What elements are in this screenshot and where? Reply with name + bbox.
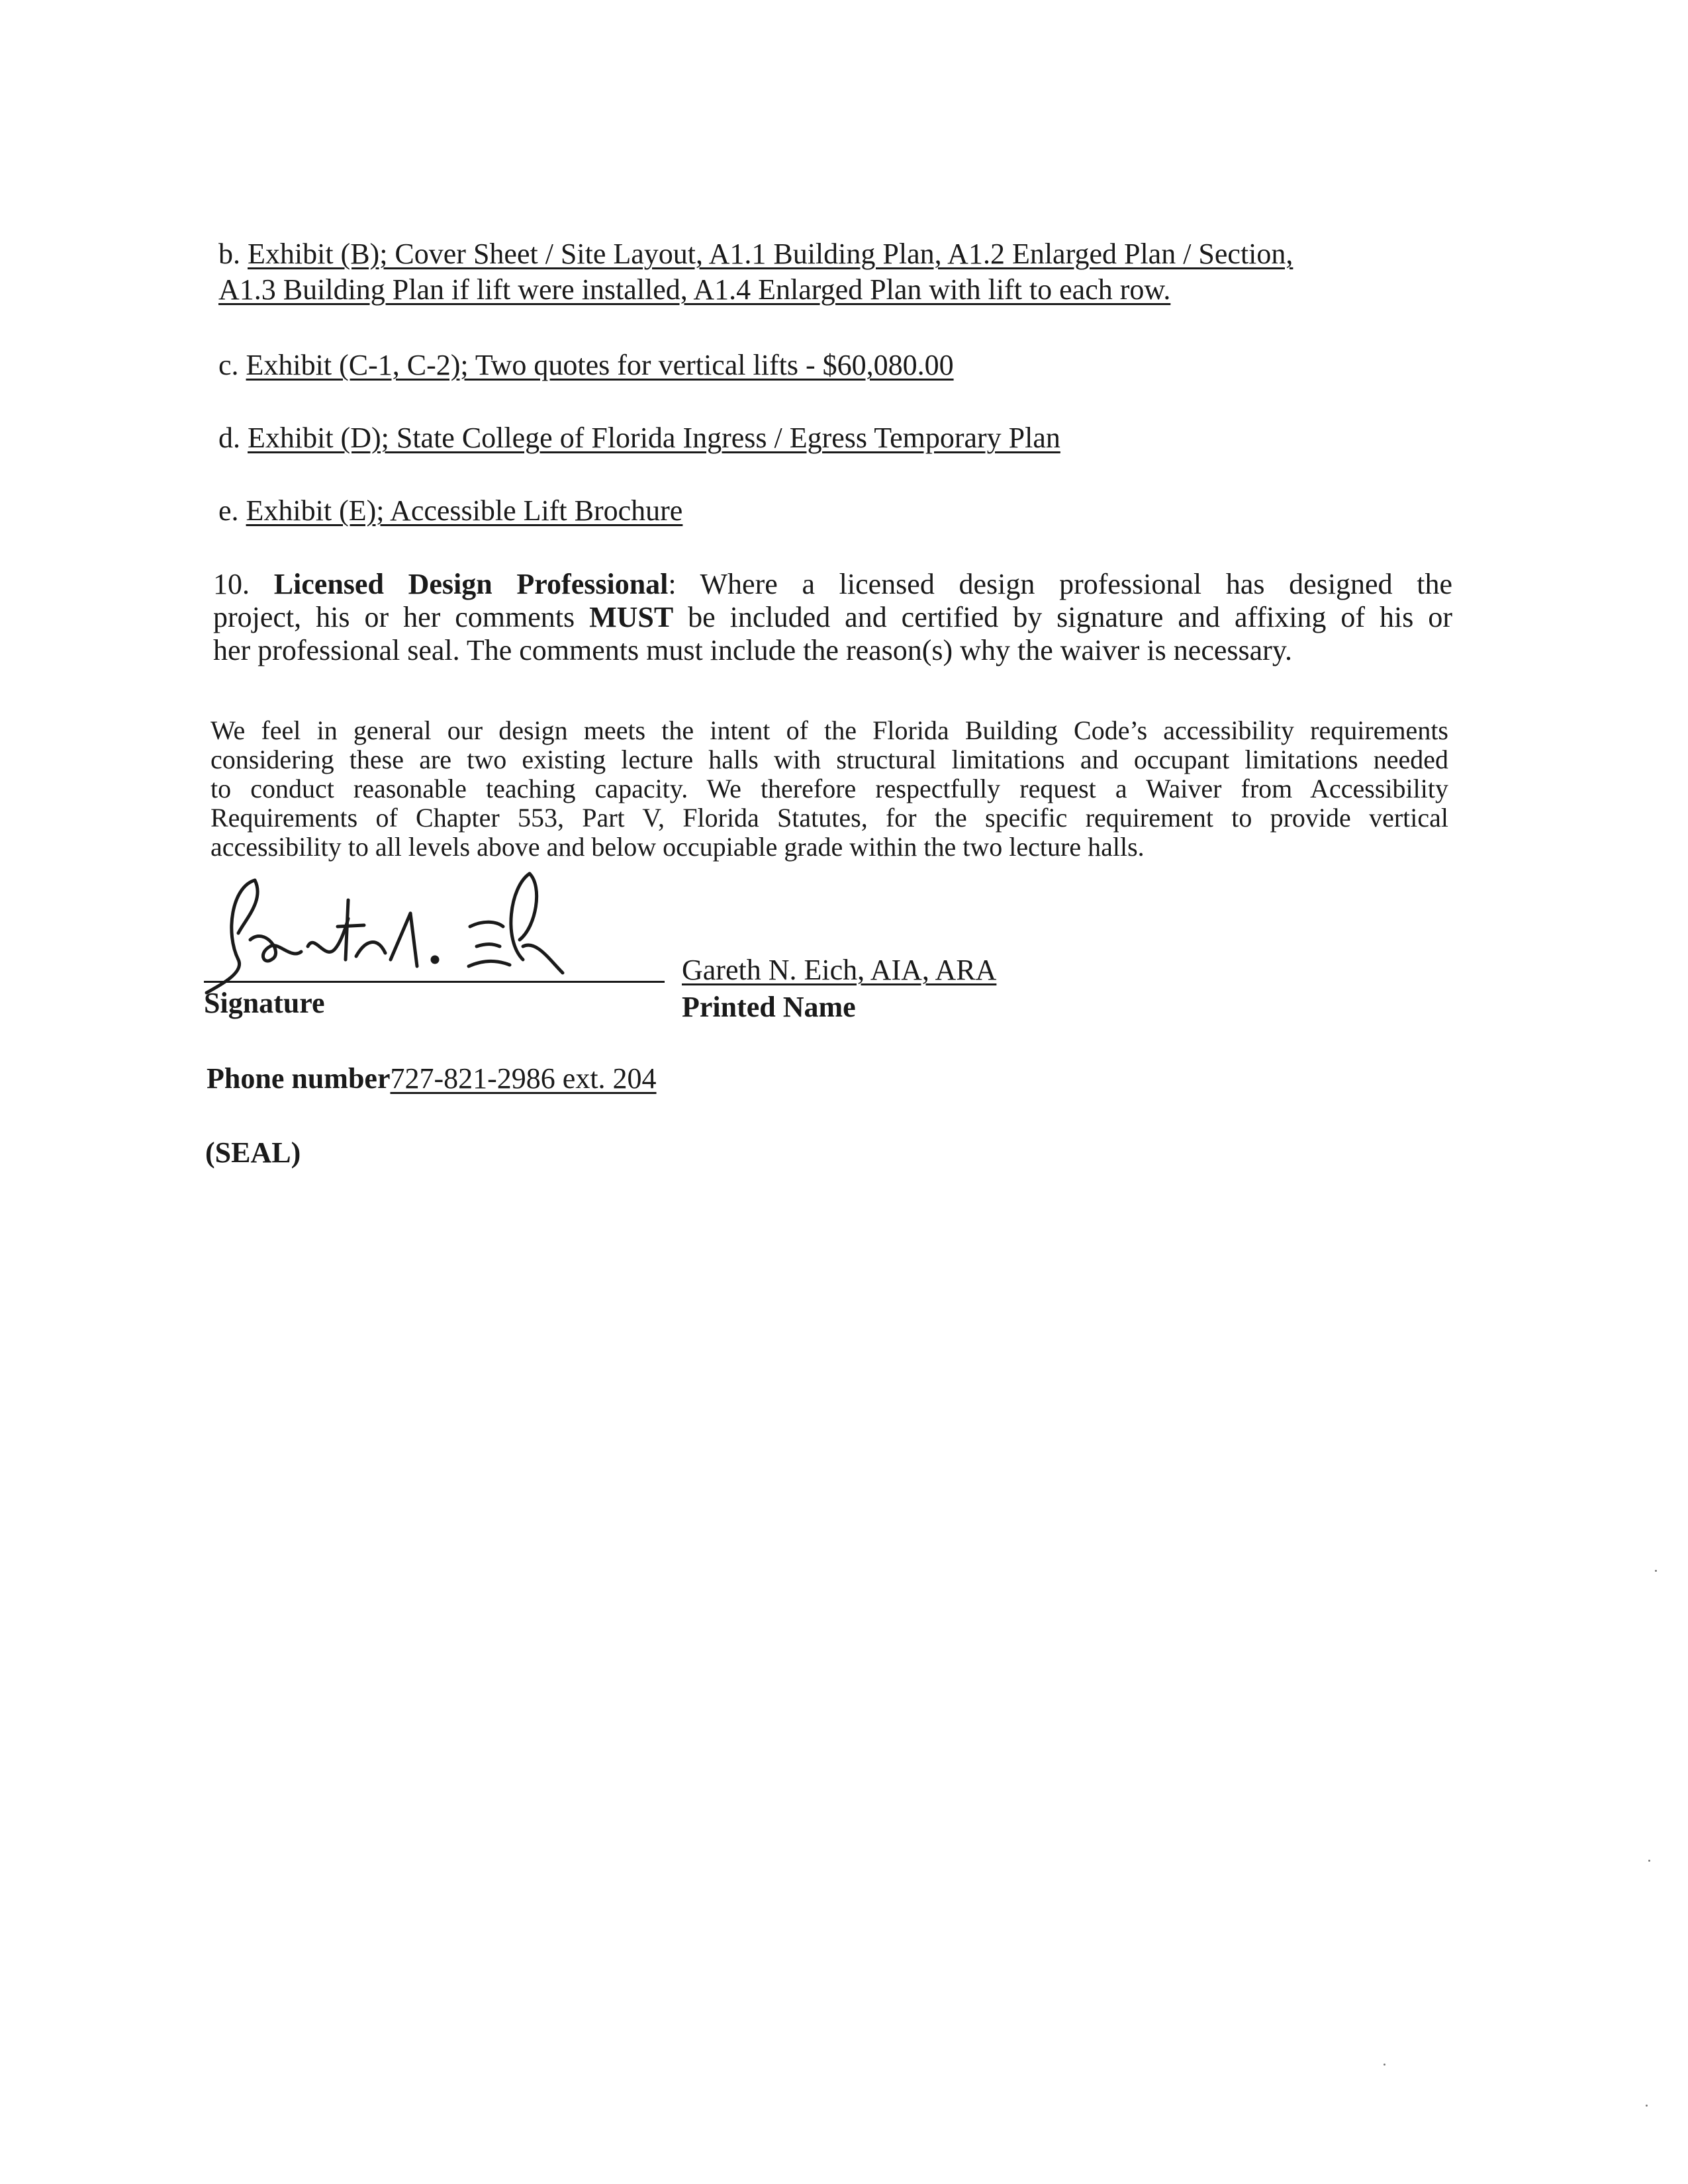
section-10-row-2-end: be included and certified by signature and affixing of his or [673,601,1452,633]
exhibit-b-letter: b. [218,238,240,270]
comments-row-3: to conduct reasonable teaching capacity. We therefore respectfully request a Waiver from Accessibility [211,774,1448,803]
exhibit-d-item [218,421,1060,455]
exhibit-d-text: Exhibit (D); State College of Florida Ingress / Egress Temporary Plan [248,422,1060,454]
section-10-number: 10. [213,568,250,600]
scan-speck [1383,2064,1385,2066]
exhibit-c-letter: c. [218,349,239,381]
exhibit-d-letter: d. [218,422,240,454]
signature-line [204,981,665,983]
printed-name-text: Gareth N. Eich, AIA, ARA [682,954,997,986]
signature-label: Signature [204,987,325,1019]
scan-speck [1648,1860,1650,1862]
section-10-row-3: her professional seal. The comments must include the reason(s) why the waiver is necessary. [213,634,1292,666]
comments-row-5: accessibility to all levels above and below occupiable grade within the two lecture halls. [211,832,1145,862]
exhibit-e-letter: e. [218,494,239,527]
section-10-paragraph [213,568,1452,667]
comments-row-2: considering these are two existing lecture halls with structural limitations and occupant limitations needed [211,745,1448,774]
section-10-row-2-start: project, his or her comments [213,601,590,633]
section-10-row-1-rest: : Where a licensed design professional has designed the [668,568,1453,600]
exhibit-b-line-1 [218,237,1293,271]
section-10-heading: Licensed Design Professional [273,568,669,600]
scan-speck [1646,2105,1648,2107]
exhibit-e-text: Exhibit (E); Accessible Lift Brochure [246,494,683,527]
phone-value: 727-821-2986 ext. 204 [390,1062,657,1095]
exhibit-b-text-2: A1.3 Building Plan if lift were installed, A1.4 Enlarged Plan with lift to each row. [218,273,1171,306]
section-10-row-1 [213,568,1452,601]
scan-speck [1655,1570,1657,1572]
exhibit-b-text-1: Exhibit (B); Cover Sheet / Site Layout, A1.1 Building Plan, A1.2 Enlarged Plan / Section, [248,238,1293,270]
exhibit-c-item [218,348,954,383]
exhibit-c-text: Exhibit (C-1, C-2); Two quotes for vertical lifts - $60,080.00 [246,349,954,381]
comments-row-4: Requirements of Chapter 553, Part V, Florida Statutes, for the specific requirement to provide vertical [211,803,1448,833]
design-professional-comments [211,716,1448,862]
section-10-row-2 [213,601,1452,634]
printed-name-label: Printed Name [682,991,856,1023]
exhibit-b-line-2 [218,273,1170,307]
seal-label: (SEAL) [205,1136,301,1169]
phone-label: Phone number [207,1062,391,1095]
exhibit-e-item [218,494,682,528]
comments-row-1: We feel in general our design meets the intent of the Florida Building Code’s accessibility requirements [211,715,1448,745]
printed-name-value [682,953,996,987]
phone-number-line [207,1062,657,1096]
must-emphasis: MUST [589,601,674,633]
